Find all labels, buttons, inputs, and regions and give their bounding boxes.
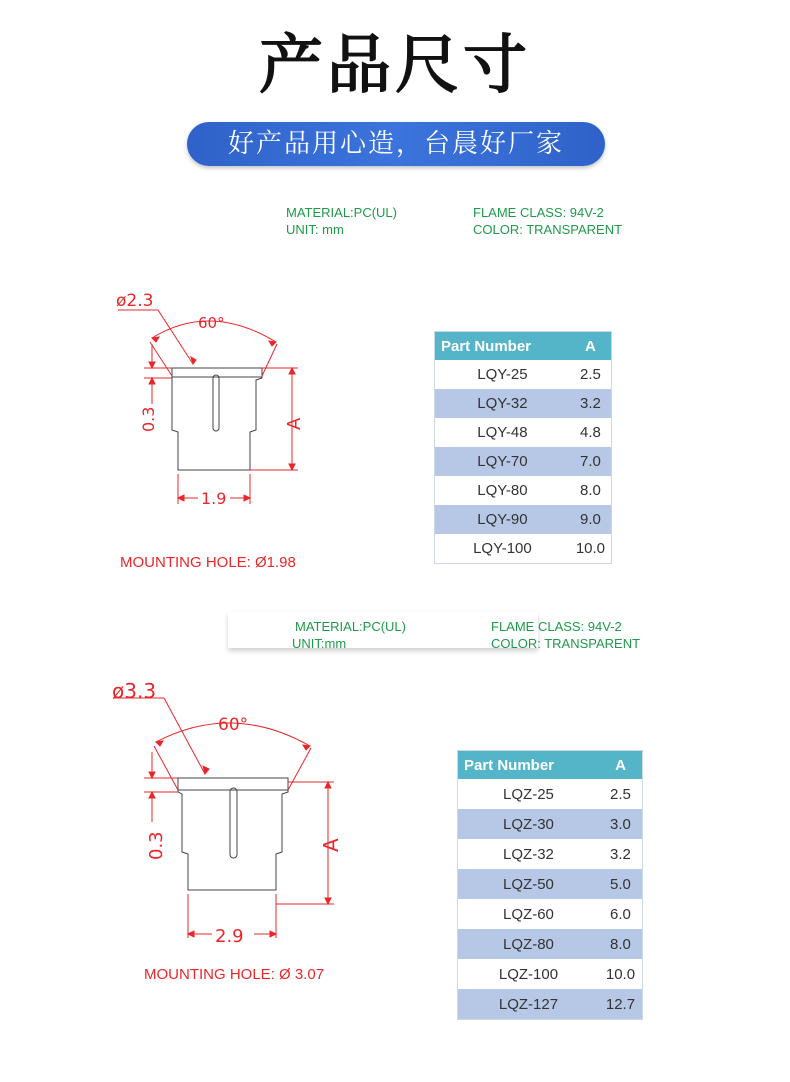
table-row xyxy=(458,929,643,959)
table-row xyxy=(435,476,612,505)
mounting-hole-label: MOUNTING HOLE: Ø1.98 xyxy=(120,554,296,571)
table-header-a: A xyxy=(599,751,643,780)
table-row xyxy=(435,447,612,476)
part-number-cell: LQY-100 xyxy=(435,534,570,564)
part-number-cell: LQY-25 xyxy=(435,360,570,389)
width-label: 1.9 xyxy=(201,489,227,508)
angle-label: 60° xyxy=(218,715,249,735)
color-label: COLOR: TRANSPARENT xyxy=(473,222,623,237)
part-number-cell: LQY-32 xyxy=(435,389,570,418)
dimension-a-cell: 6.0 xyxy=(599,899,643,929)
dimension-a-cell: 9.0 xyxy=(570,505,612,534)
dimension-a-cell: 8.0 xyxy=(570,476,612,505)
dimension-a-cell: 2.5 xyxy=(570,360,612,389)
part-number-cell: LQY-90 xyxy=(435,505,570,534)
part-number-cell: LQY-70 xyxy=(435,447,570,476)
table-row xyxy=(435,534,612,564)
part-number-cell: LQZ-127 xyxy=(458,989,599,1020)
part-number-table xyxy=(434,331,612,564)
material-label: MATERIAL:PC(UL) xyxy=(295,619,406,634)
part-number-cell: LQZ-80 xyxy=(458,929,599,959)
dimension-a-cell: 4.8 xyxy=(570,418,612,447)
diameter-label: ø3.3 xyxy=(112,679,157,703)
table-row xyxy=(458,869,643,899)
part-number-cell: LQY-48 xyxy=(435,418,570,447)
unit-label: UNIT:mm xyxy=(292,636,347,651)
table-row xyxy=(435,389,612,418)
table-row xyxy=(435,360,612,389)
color-label: COLOR: TRANSPARENT xyxy=(491,636,641,651)
dimension-a-label: A xyxy=(284,417,305,430)
dimension-a-cell: 7.0 xyxy=(570,447,612,476)
part-number-cell: LQZ-25 xyxy=(458,779,599,809)
flame-class-label: FLAME CLASS: 94V-2 xyxy=(491,619,622,634)
lightpipe-drawing-1 xyxy=(100,280,330,520)
width-label: 2.9 xyxy=(215,926,244,947)
part-number-cell: LQY-80 xyxy=(435,476,570,505)
material-label: MATERIAL:PC(UL) xyxy=(286,205,397,220)
height-label: 0.3 xyxy=(146,831,167,860)
dimension-a-label: A xyxy=(319,838,343,852)
mounting-hole-label: MOUNTING HOLE: Ø 3.07 xyxy=(144,966,325,983)
table-row xyxy=(435,418,612,447)
angle-label: 60° xyxy=(198,314,225,332)
table-header-part-number: Part Number xyxy=(435,332,570,361)
table-row xyxy=(458,809,643,839)
height-label: 0.3 xyxy=(139,406,158,432)
slogan-banner: 好产品用心造，台晨好厂家 xyxy=(187,122,605,166)
table-row xyxy=(435,505,612,534)
diameter-label: ø2.3 xyxy=(116,291,154,311)
flame-class-label: FLAME CLASS: 94V-2 xyxy=(473,205,604,220)
table-row xyxy=(458,989,643,1020)
dimension-a-cell: 2.5 xyxy=(599,779,643,809)
dimension-a-cell: 8.0 xyxy=(599,929,643,959)
dimension-a-cell: 10.0 xyxy=(570,534,612,564)
dimension-a-cell: 3.0 xyxy=(599,809,643,839)
dimension-a-cell: 12.7 xyxy=(599,989,643,1020)
table-row xyxy=(458,959,643,989)
table-header-a: A xyxy=(570,332,612,361)
dimension-a-cell: 10.0 xyxy=(599,959,643,989)
part-number-table xyxy=(457,750,643,1020)
table-row xyxy=(458,899,643,929)
part-number-cell: LQZ-60 xyxy=(458,899,599,929)
dimension-a-cell: 5.0 xyxy=(599,869,643,899)
dimension-a-cell: 3.2 xyxy=(599,839,643,869)
table-row xyxy=(458,779,643,809)
page-title: 产品尺寸 xyxy=(259,29,531,103)
lightpipe-drawing-2 xyxy=(100,672,360,952)
dimension-a-cell: 3.2 xyxy=(570,389,612,418)
table-row xyxy=(458,839,643,869)
unit-label: UNIT: mm xyxy=(286,222,344,237)
part-number-cell: LQZ-30 xyxy=(458,809,599,839)
part-number-cell: LQZ-32 xyxy=(458,839,599,869)
part-number-cell: LQZ-50 xyxy=(458,869,599,899)
part-number-cell: LQZ-100 xyxy=(458,959,599,989)
table-header-part-number: Part Number xyxy=(458,751,599,780)
